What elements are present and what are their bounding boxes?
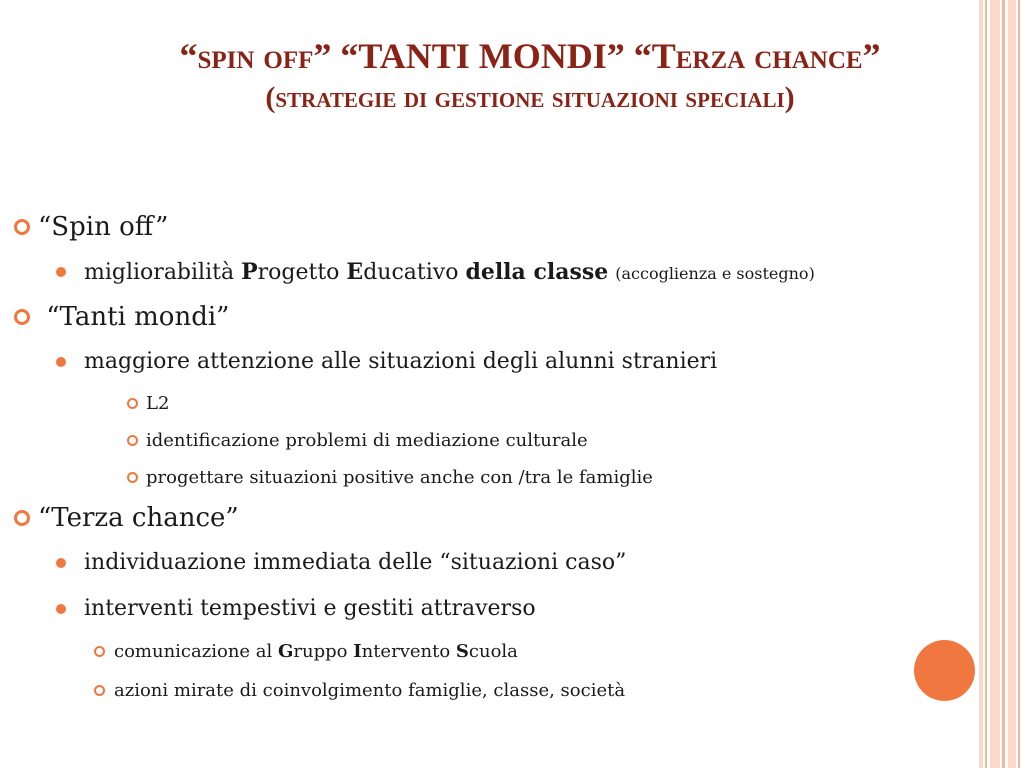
slide-title [70, 34, 990, 117]
dot-bullet-icon [56, 558, 66, 568]
ring-bullet-icon [14, 219, 30, 235]
sub-item-text: cuola [468, 641, 518, 662]
section-heading [0, 496, 1000, 540]
section-heading [0, 295, 1000, 339]
decorative-stripe [1018, 0, 1020, 768]
sub-item-text: identificazione problemi di mediazione culturale [146, 430, 588, 451]
small-ring-bullet-icon [127, 435, 138, 446]
small-ring-bullet-icon [94, 685, 105, 696]
small-ring-bullet-icon [127, 398, 138, 409]
ring-bullet-icon [14, 309, 30, 325]
sub-list-item [0, 671, 1000, 710]
small-ring-bullet-icon [94, 646, 105, 657]
item-text: ducativo [363, 260, 466, 285]
list-item [0, 540, 1000, 586]
sub-item-text: progettare situazioni positive anche con /tra le famiglie [146, 467, 653, 488]
title-text: “TANTI MONDI” [340, 36, 634, 76]
sub-item-text: L2 [146, 393, 170, 414]
decorative-stripe [1002, 0, 1005, 768]
sub-item-text: G [278, 641, 294, 662]
dot-bullet-icon [56, 604, 66, 614]
list-item [0, 586, 1000, 632]
small-ring-bullet-icon [127, 472, 138, 483]
sub-list-item [0, 385, 1000, 422]
heading-text: “Terza chance” [38, 503, 239, 533]
sub-item-text: comunicazione al [114, 641, 278, 662]
sub-item-text: ruppo [293, 641, 354, 662]
item-text: rogetto [257, 260, 347, 285]
dot-bullet-icon [56, 267, 66, 277]
title-text: ( [265, 81, 276, 114]
heading-text: “Tanti mondi” [38, 302, 230, 332]
item-text: P [241, 259, 258, 285]
title-text: strategie di gestione situazioni speciali [275, 81, 785, 114]
title-text: “ [179, 36, 198, 76]
item-text: interventi tempestivi e gestiti attraverso [84, 596, 536, 621]
slide-body [0, 205, 1000, 710]
title-text: erza chance [675, 36, 863, 76]
item-text: maggiore attenzione alle situazioni degli alunni stranieri [84, 349, 718, 374]
title-text: ) [784, 81, 795, 114]
item-text: della classe [465, 259, 609, 285]
sub-item-text: ntervento [361, 641, 456, 662]
heading-text: “Spin off” [38, 212, 169, 242]
item-text: migliorabilità [84, 260, 242, 285]
title-line-1 [70, 34, 990, 79]
ring-bullet-icon [14, 510, 30, 526]
sub-list-item [0, 632, 1000, 671]
title-line-2 [70, 79, 990, 117]
item-text: individuazione immediata delle “situazioni caso” [84, 550, 627, 575]
list-item [0, 339, 1000, 385]
sub-list-item [0, 422, 1000, 459]
item-text: E [346, 259, 364, 285]
section-heading [0, 205, 1000, 249]
decorative-stripe [1008, 0, 1016, 768]
dot-bullet-icon [56, 357, 66, 367]
sub-item-text: I [353, 641, 362, 662]
sub-item-text: azioni mirate di coinvolgimento famiglie, classe, società [114, 680, 626, 701]
title-text: ” [313, 36, 341, 76]
item-note: (accoglienza e sostegno) [615, 264, 815, 283]
decorative-circle [914, 640, 975, 701]
title-text: “T [633, 36, 676, 76]
sub-item-text: S [455, 641, 469, 662]
title-text: ” [862, 36, 881, 76]
sub-list-item [0, 459, 1000, 496]
list-item [0, 249, 1000, 295]
title-text: spin off [197, 36, 314, 76]
